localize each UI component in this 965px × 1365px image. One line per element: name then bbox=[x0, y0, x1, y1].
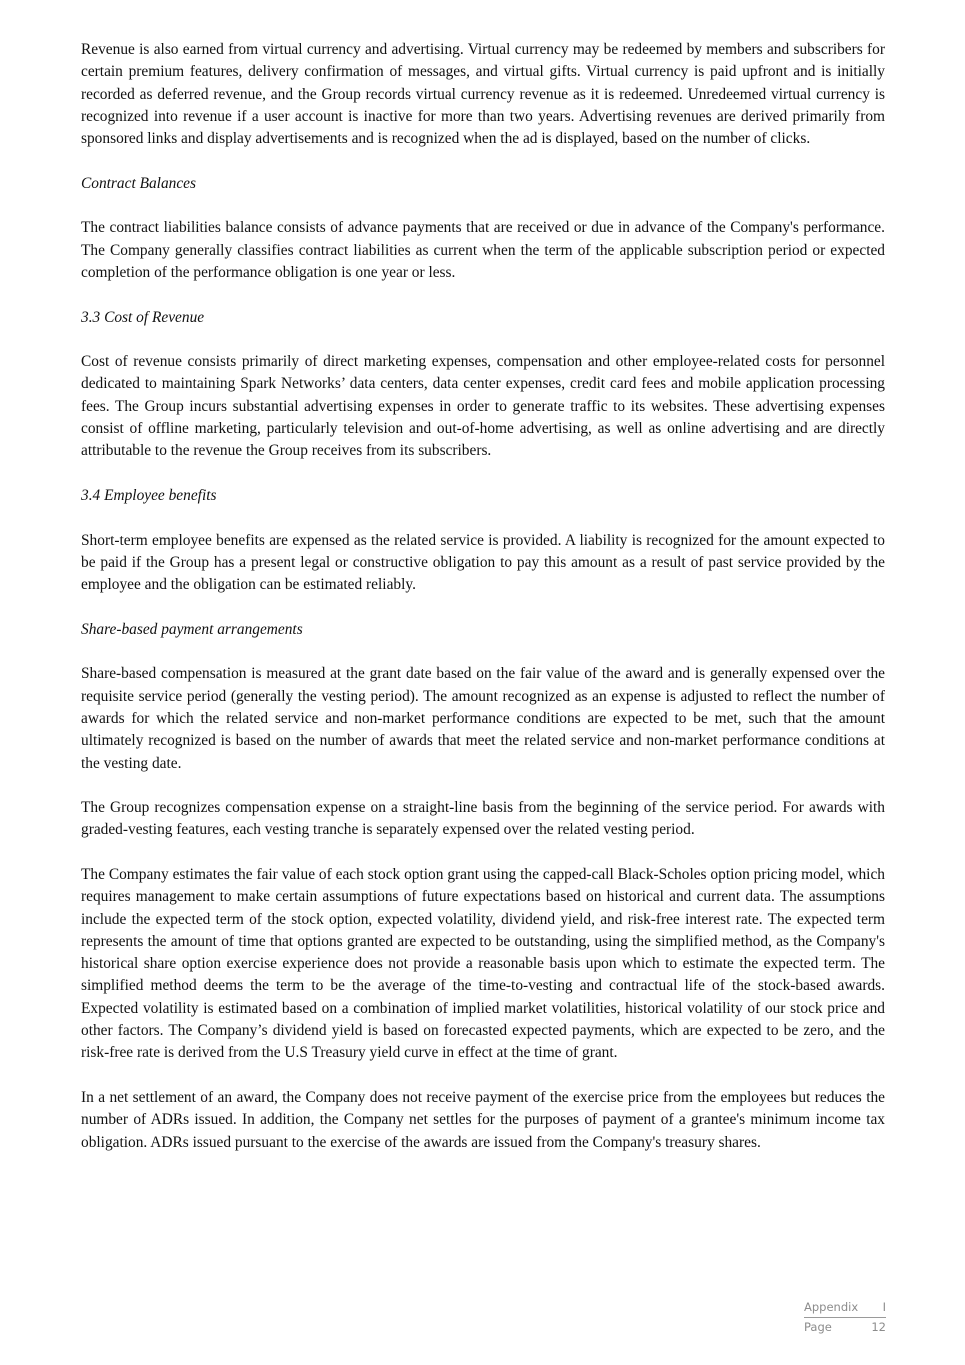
footer-appendix-value: I bbox=[882, 1300, 886, 1314]
heading-employee-benefits: 3.4 Employee benefits bbox=[81, 486, 217, 504]
heading-share-based-payment: Share-based payment arrangements bbox=[81, 620, 303, 638]
heading-contract-balances: Contract Balances bbox=[81, 174, 196, 192]
paragraph-share-based-compensation: Share-based compensation is measured at the grant date based on the fair value of the award and is generally expensed over the requisite service period (generally the vesting period). The amount recognized as an expense is adjusted to reflect the number of awards for which the related service and non-market performance conditions are expected to be met, such that the amount ultimately recognized is based on the number of awards that meet the related service and non-market performance conditions at the vesting date. bbox=[81, 665, 885, 772]
document-body bbox=[81, 39, 885, 1176]
footer-appendix-label: Appendix bbox=[804, 1300, 859, 1314]
footer-page-number: 12 bbox=[871, 1320, 886, 1334]
paragraph-short-term-benefits: Short-term employee benefits are expensed as the related service is provided. A liability is recognized for the amount expected to be paid if the Group has a present legal or constructive obligation to pay this amount as a result of past service provided by the employee and the obligation can be estimated reliably. bbox=[81, 531, 885, 594]
footer-appendix-row bbox=[804, 1298, 886, 1318]
paragraph-virtual-currency-revenue: Revenue is also earned from virtual currency and advertising. Virtual currency may be redeemed by members and subscribers for certain premium features, delivery confirmation of messages, and virtual gifts. Virtual currency is paid upfront and is initially recorded as deferred revenue, and the Group records virtual currency revenue as it is redeemed. Unredeemed virtual currency is recognized into revenue if a user account is inactive for more than two years. Advertising revenues are derived primarily from sponsored links and display advertisements and is recognized when the ad is displayed, based on the number of clicks. bbox=[81, 41, 885, 148]
paragraph-net-settlement: In a net settlement of an award, the Company does not receive payment of the exercise price from the employees but reduces the number of ADRs issued. In addition, the Company net settles for the purposes of payment of a grantee's minimum income tax obligation. ADRs issued pursuant to the exercise of the awards are issued from the Company's treasury shares. bbox=[81, 1088, 885, 1151]
paragraph-straight-line-expense: The Group recognizes compensation expense on a straight-line basis from the beginning of the service period. For awards with graded-vesting features, each vesting tranche is separately expensed over the related vesting period. bbox=[81, 799, 885, 839]
paragraph-black-scholes: The Company estimates the fair value of each stock option grant using the capped-call Black-Scholes option pricing model, which requires management to make certain assumptions of future expectations based on historical and current data. The assumptions include the expected term of the stock option, expected volatility, dividend yield, and risk-free interest rate. The expected term represents the amount of time that options granted are expected to be outstanding, using the simplified method, as the Company's historical share option exercise experience does not provide a reasonable basis upon which to estimate the expected term. The simplified method deems the term to be the average of the time-to-vesting and contractual life of the stock-based awards. Expected volatility is estimated based on a combination of implied market volatilities, historical volatility of our stock price and other factors. The Company’s dividend yield is based on forecasted expected payments, which are expected to be zero, and the risk-free rate is derived from the U.S Treasury yield curve in effect at the time of grant. bbox=[81, 865, 885, 1062]
footer-page-row bbox=[804, 1318, 886, 1337]
heading-cost-of-revenue: 3.3 Cost of Revenue bbox=[81, 308, 205, 326]
paragraph-cost-of-revenue: Cost of revenue consists primarily of direct marketing expenses, compensation and other employee-related costs for personnel dedicated to maintaining Spark Networks’ data centers, data center expenses, credit card fees and mobile application processing fees. The Group incurs substantial advertising expenses in order to generate traffic to its websites. These advertising expenses consist of offline marketing, particularly television and out-of-home advertising, as well as online advertising and are directly attributable to the revenue the Group receives from its subscribers. bbox=[81, 353, 885, 460]
footer-page-label: Page bbox=[804, 1320, 832, 1334]
page-footer bbox=[804, 1298, 886, 1337]
paragraph-contract-liabilities: The contract liabilities balance consists of advance payments that are received or due in advance of the Company's performance. The Company generally classifies contract liabilities as current when the term of the applicable subscription period or expected completion of the performance obligation is one year or less. bbox=[81, 219, 885, 281]
